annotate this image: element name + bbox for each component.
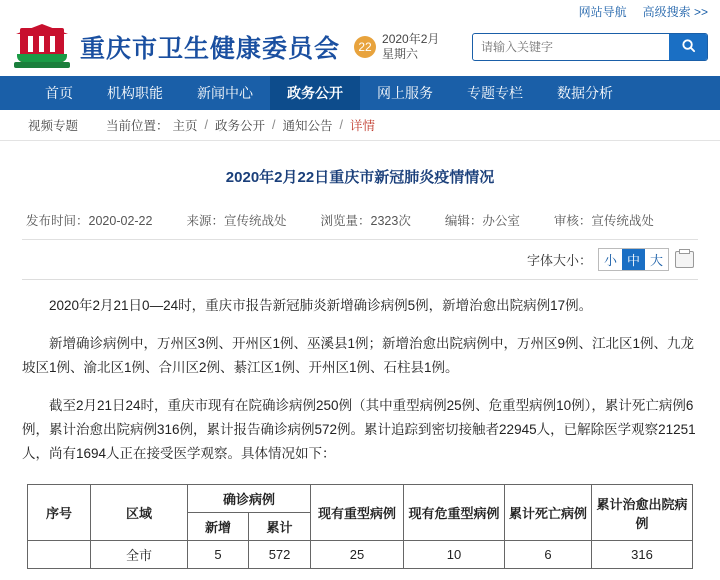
font-size-control[interactable] xyxy=(22,248,698,271)
cell-index xyxy=(28,541,91,569)
meta-views-value: 2323次 xyxy=(370,214,411,228)
content-divider xyxy=(22,279,698,280)
cell-critical: 10 xyxy=(404,541,505,569)
th-region: 区域 xyxy=(91,485,188,541)
video-topic-link[interactable]: 视频专题 xyxy=(28,119,79,133)
breadcrumb-separator: / xyxy=(339,118,344,132)
article-meta xyxy=(22,211,698,231)
advanced-search-link[interactable]: 高级搜索 >> xyxy=(642,4,708,19)
cell-new: 5 xyxy=(188,541,249,569)
font-size-options[interactable] xyxy=(598,248,669,271)
table-row xyxy=(28,541,693,569)
page-title: 重庆市卫生健康委员会 xyxy=(80,35,341,63)
th-index: 序号 xyxy=(28,485,91,541)
search-box[interactable] xyxy=(472,33,708,61)
th-confirmed: 确诊病例 xyxy=(188,485,311,513)
meta-editor-label: 编辑： xyxy=(444,214,483,228)
th-deaths: 累计死亡病例 xyxy=(505,485,592,541)
utility-topbar xyxy=(0,0,720,22)
meta-publish-label: 发布时间： xyxy=(26,214,89,228)
th-critical: 现有危重型病例 xyxy=(404,485,505,541)
nav-item-online-services[interactable]: 网上服务 xyxy=(377,85,433,101)
breadcrumb-current: 详情 xyxy=(350,119,376,133)
meta-views xyxy=(321,211,411,231)
th-severe: 现有重型病例 xyxy=(311,485,404,541)
breadcrumb-separator: / xyxy=(204,118,209,132)
search-icon xyxy=(681,38,696,56)
site-logo-icon xyxy=(14,24,70,70)
breadcrumb-prefix: 当前位置： xyxy=(106,119,169,133)
article-paragraph: 2020年2月21日0—24时，重庆市报告新冠肺炎新增确诊病例5例，新增治愈出院病例17例。 xyxy=(49,298,593,313)
site-header xyxy=(0,22,720,76)
cell-deaths: 6 xyxy=(505,541,592,569)
meta-views-label: 浏览量： xyxy=(320,214,371,228)
nav-item-special-topics[interactable]: 专题专栏 xyxy=(467,85,523,101)
print-icon[interactable] xyxy=(675,251,694,268)
nav-item-government-affairs[interactable]: 政务公开 xyxy=(270,76,360,110)
breadcrumb-item-government-affairs[interactable]: 政务公开 xyxy=(215,119,266,133)
article-title: 2020年2月22日重庆市新冠肺炎疫情情况 xyxy=(225,169,495,186)
meta-auditor xyxy=(554,211,654,231)
nav-item-functions[interactable]: 机构职能 xyxy=(107,85,163,101)
nav-item-home[interactable]: 首页 xyxy=(45,85,73,101)
meta-auditor-value: 宣传统战处 xyxy=(591,214,654,228)
site-nav-link[interactable]: 网站导航 xyxy=(578,4,627,19)
date-weekday-label: 星期六 xyxy=(382,47,419,61)
th-recovered: 累计治愈出院病例 xyxy=(592,485,693,541)
meta-source xyxy=(186,211,286,231)
meta-source-value: 宣传统战处 xyxy=(223,214,287,228)
breadcrumb-separator: / xyxy=(272,118,276,132)
cell-total: 572 xyxy=(249,541,311,569)
search-button[interactable] xyxy=(669,34,707,60)
meta-editor xyxy=(445,211,520,231)
article-paragraph: 新增确诊病例中，万州区3例、开州区1例、巫溪县1例；新增治愈出院病例中，万州区9例、江北区1例、九龙坡区1例、渝北区1例、合川区2例、綦江区1例、开州区1例、石柱县1例。 xyxy=(22,336,695,375)
epidemic-data-table xyxy=(27,484,693,569)
th-total: 累计 xyxy=(249,513,311,541)
main-nav[interactable] xyxy=(0,76,720,110)
meta-publish-value: 2020-02-22 xyxy=(88,214,153,228)
search-input[interactable] xyxy=(473,35,669,59)
cell-recovered: 316 xyxy=(592,541,693,569)
th-new: 新增 xyxy=(188,513,249,541)
meta-auditor-label: 审核： xyxy=(553,214,592,228)
cell-region: 全市 xyxy=(91,541,188,569)
breadcrumb-item-home[interactable]: 主页 xyxy=(172,119,198,133)
meta-editor-value: 办公室 xyxy=(482,214,520,228)
meta-publish-time xyxy=(26,211,152,231)
meta-source-label: 来源： xyxy=(186,214,224,228)
nav-item-news[interactable]: 新闻中心 xyxy=(197,85,253,101)
date-block xyxy=(354,32,439,62)
nav-item-data-analysis[interactable]: 数据分析 xyxy=(557,85,613,101)
font-size-medium[interactable]: 中 xyxy=(622,249,645,270)
article-paragraph: 截至2月21日24时，重庆市现有在院确诊病例250例（其中重型病例25例、危重型病例10例），累计死亡病例6例，累计治愈出院病例316例，累计报告确诊病例572例。累计追踪到密切接触者22945人，已解除医学观察21251人，尚有1694人正在接受医学观察。具体情况如下： xyxy=(22,398,696,461)
article-body xyxy=(22,294,698,466)
article xyxy=(0,167,720,569)
font-size-small[interactable]: 小 xyxy=(603,253,617,268)
font-size-large[interactable]: 大 xyxy=(649,253,663,268)
date-month-label: 2020年2月 xyxy=(382,32,440,46)
cell-severe: 25 xyxy=(311,541,404,569)
breadcrumb xyxy=(0,110,720,141)
font-size-label: 字体大小： xyxy=(526,253,592,268)
breadcrumb-item-notices[interactable]: 通知公告 xyxy=(282,119,333,133)
meta-divider xyxy=(22,239,698,240)
date-day-badge: 22 xyxy=(354,36,376,58)
